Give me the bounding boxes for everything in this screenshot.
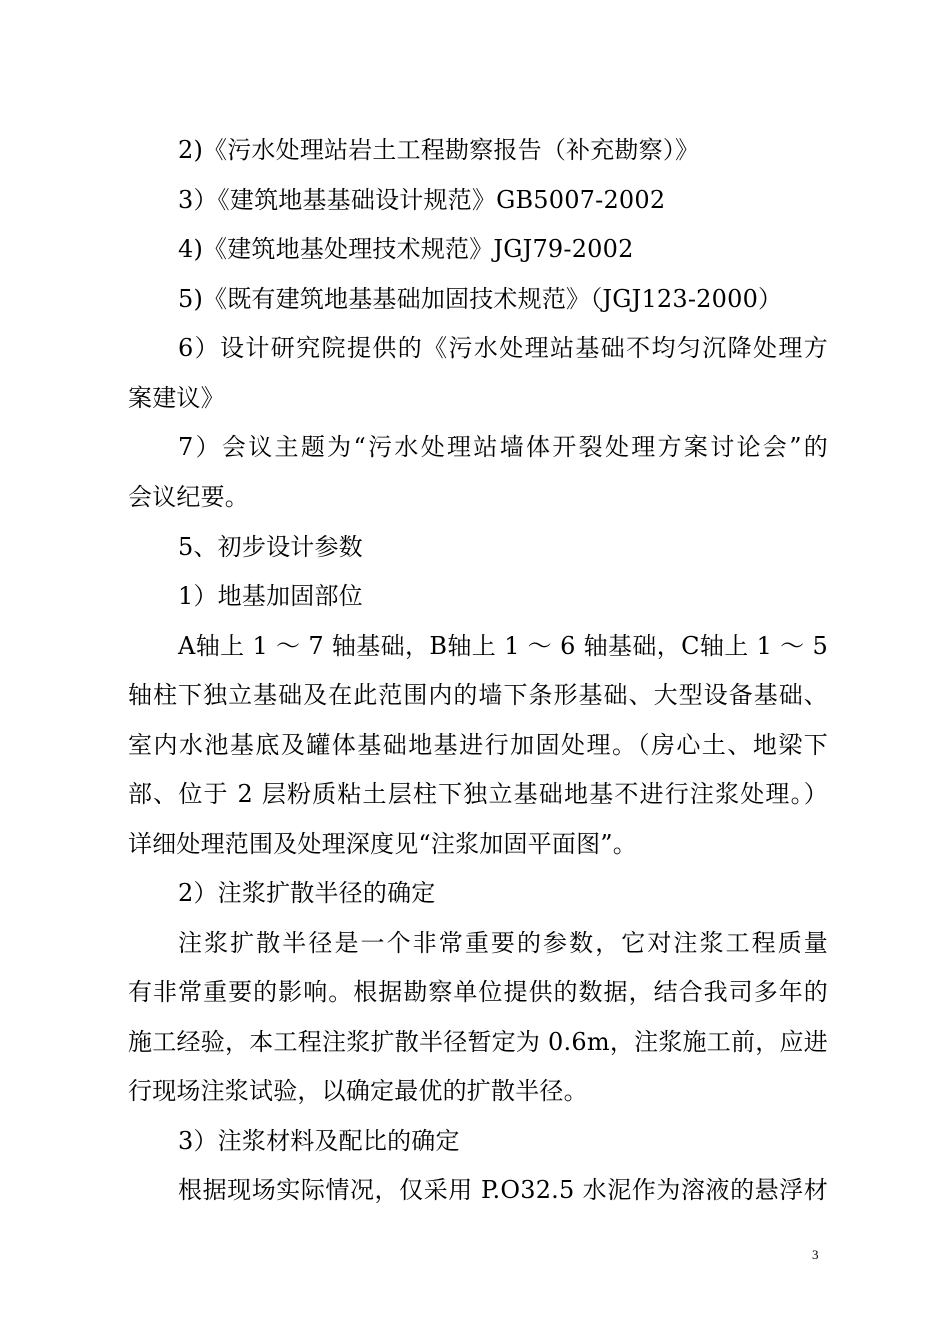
paragraph-line: A轴上 1 ～ 7 轴基础，B轴上 1 ～ 6 轴基础，C轴上 1 ～ 5 bbox=[178, 632, 828, 660]
subsection-heading-2: 2）注浆扩散半径的确定 bbox=[178, 879, 436, 907]
page-number: 3 bbox=[812, 1247, 819, 1262]
reference-item-2: 2)《污水处理站岩土工程勘察报告（补充勘察）》 bbox=[178, 136, 700, 164]
reference-item-6-cont: 案建议》 bbox=[128, 384, 225, 412]
paragraph-line: 详细处理范围及处理深度见“注浆加固平面图”。 bbox=[128, 830, 637, 858]
paragraph-line: 轴柱下独立基础及在此范围内的墙下条形基础、大型设备基础、 bbox=[128, 681, 828, 709]
reference-item-6: 6）设计研究院提供的《污水处理站基础不均匀沉降处理方 bbox=[178, 334, 828, 362]
subsection-heading-1: 1）地基加固部位 bbox=[178, 582, 363, 610]
section-heading: 5、初步设计参数 bbox=[178, 533, 363, 561]
paragraph-line: 室内水池基底及罐体基础地基进行加固处理。（房心土、地梁下 bbox=[128, 731, 828, 759]
reference-item-7: 7）会议主题为“污水处理站墙体开裂处理方案讨论会”的 bbox=[178, 433, 828, 461]
paragraph-line: 根据现场实际情况，仅采用 P.O32.5 水泥作为溶液的悬浮材 bbox=[178, 1176, 828, 1204]
reference-item-5: 5)《既有建筑地基基础加固技术规范》（JGJ123-2000） bbox=[178, 285, 783, 313]
paragraph-line: 注浆扩散半径是一个非常重要的参数，它对注浆工程质量 bbox=[178, 929, 828, 957]
reference-item-3: 3）《建筑地基基础设计规范》GB5007-2002 bbox=[178, 186, 666, 214]
paragraph-line: 有非常重要的影响。根据勘察单位提供的数据，结合我司多年的 bbox=[128, 978, 828, 1006]
reference-item-4: 4)《建筑地基处理技术规范》JGJ79-2002 bbox=[178, 235, 634, 263]
reference-item-7-cont: 会议纪要。 bbox=[128, 483, 249, 511]
subsection-heading-3: 3）注浆材料及配比的确定 bbox=[178, 1127, 460, 1155]
paragraph-line: 施工经验，本工程注浆扩散半径暂定为 0.6m，注浆施工前，应进 bbox=[128, 1028, 828, 1056]
paragraph-line: 行现场注浆试验，以确定最优的扩散半径。 bbox=[128, 1077, 588, 1105]
paragraph-line: 部、位于 2 层粉质粘土层柱下独立基础地基不进行注浆处理。） bbox=[128, 780, 828, 808]
